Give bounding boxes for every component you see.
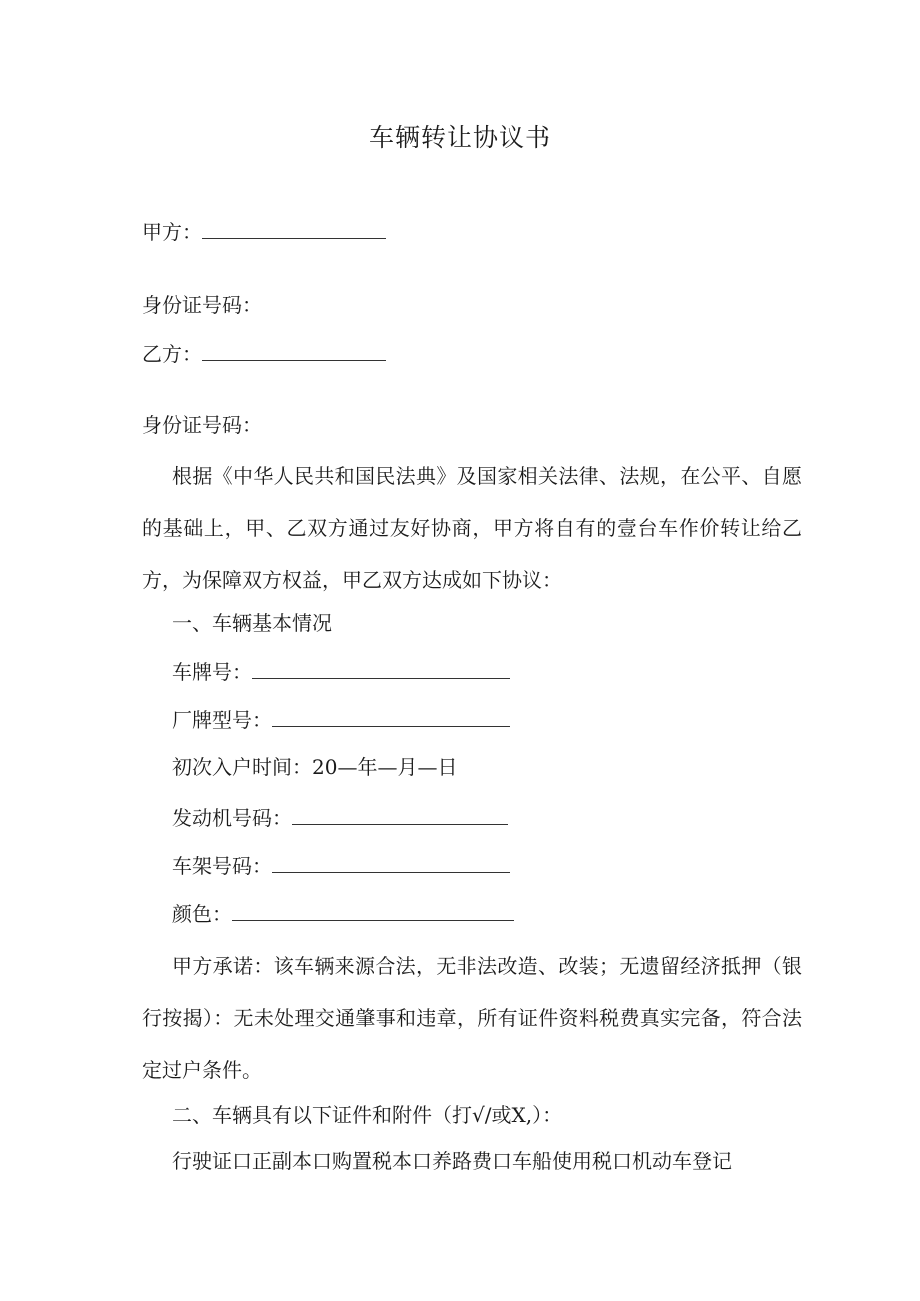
section1-heading: 一、车辆基本情况 — [172, 611, 332, 635]
color-label: 颜色： — [172, 902, 232, 926]
plate-number-line — [172, 656, 510, 687]
frame-number-blank[interactable] — [272, 850, 510, 873]
plate-number-blank[interactable] — [252, 656, 510, 679]
engine-number-blank[interactable] — [292, 802, 508, 825]
first-registration-line: 初次入户时间：20—年—月—日 — [172, 755, 458, 779]
frame-number-line — [172, 850, 510, 881]
section2-heading: 二、车辆具有以下证件和附件（打√/或X,）： — [172, 1103, 563, 1127]
id-number-a-label: 身份证号码： — [142, 293, 262, 317]
promise-paragraph: 甲方承诺：该车辆来源合法，无非法改造、改装；无遗留经济抵押（银行按揭）：无未处理交通肇事和违章，所有证件资料税费真实完备，符合法定过户条件。 — [142, 954, 802, 1082]
party-a-label: 甲方： — [142, 220, 202, 244]
color-blank[interactable] — [232, 898, 514, 921]
document-title: 车辆转让协议书 — [368, 123, 551, 152]
model-blank[interactable] — [272, 704, 510, 727]
plate-number-label: 车牌号： — [172, 660, 252, 684]
color-line — [172, 898, 514, 929]
party-b-blank[interactable] — [202, 338, 386, 361]
party-b-line — [142, 338, 386, 369]
engine-number-label: 发动机号码： — [172, 806, 292, 830]
engine-number-line — [172, 802, 508, 833]
frame-number-label: 车架号码： — [172, 854, 272, 878]
party-a-line — [142, 216, 386, 247]
documents-checklist: 行驶证口正副本口购置税本口养路费口车船使用税口机动车登记 — [172, 1149, 732, 1173]
party-a-blank[interactable] — [202, 216, 386, 239]
party-b-label: 乙方： — [142, 342, 202, 366]
id-number-a-line — [142, 290, 262, 320]
intro-paragraph: 根据《中华人民共和国民法典》及国家相关法律、法规，在公平、自愿的基础上，甲、乙双方通过友好协商，甲方将自有的壹台车作价转让给乙方，为保障双方权益，甲乙双方达成如下协议： — [142, 464, 802, 592]
model-label: 厂牌型号： — [172, 708, 272, 732]
id-number-b-label: 身份证号码： — [142, 413, 262, 437]
model-line — [172, 704, 510, 735]
id-number-b-line — [142, 410, 262, 440]
